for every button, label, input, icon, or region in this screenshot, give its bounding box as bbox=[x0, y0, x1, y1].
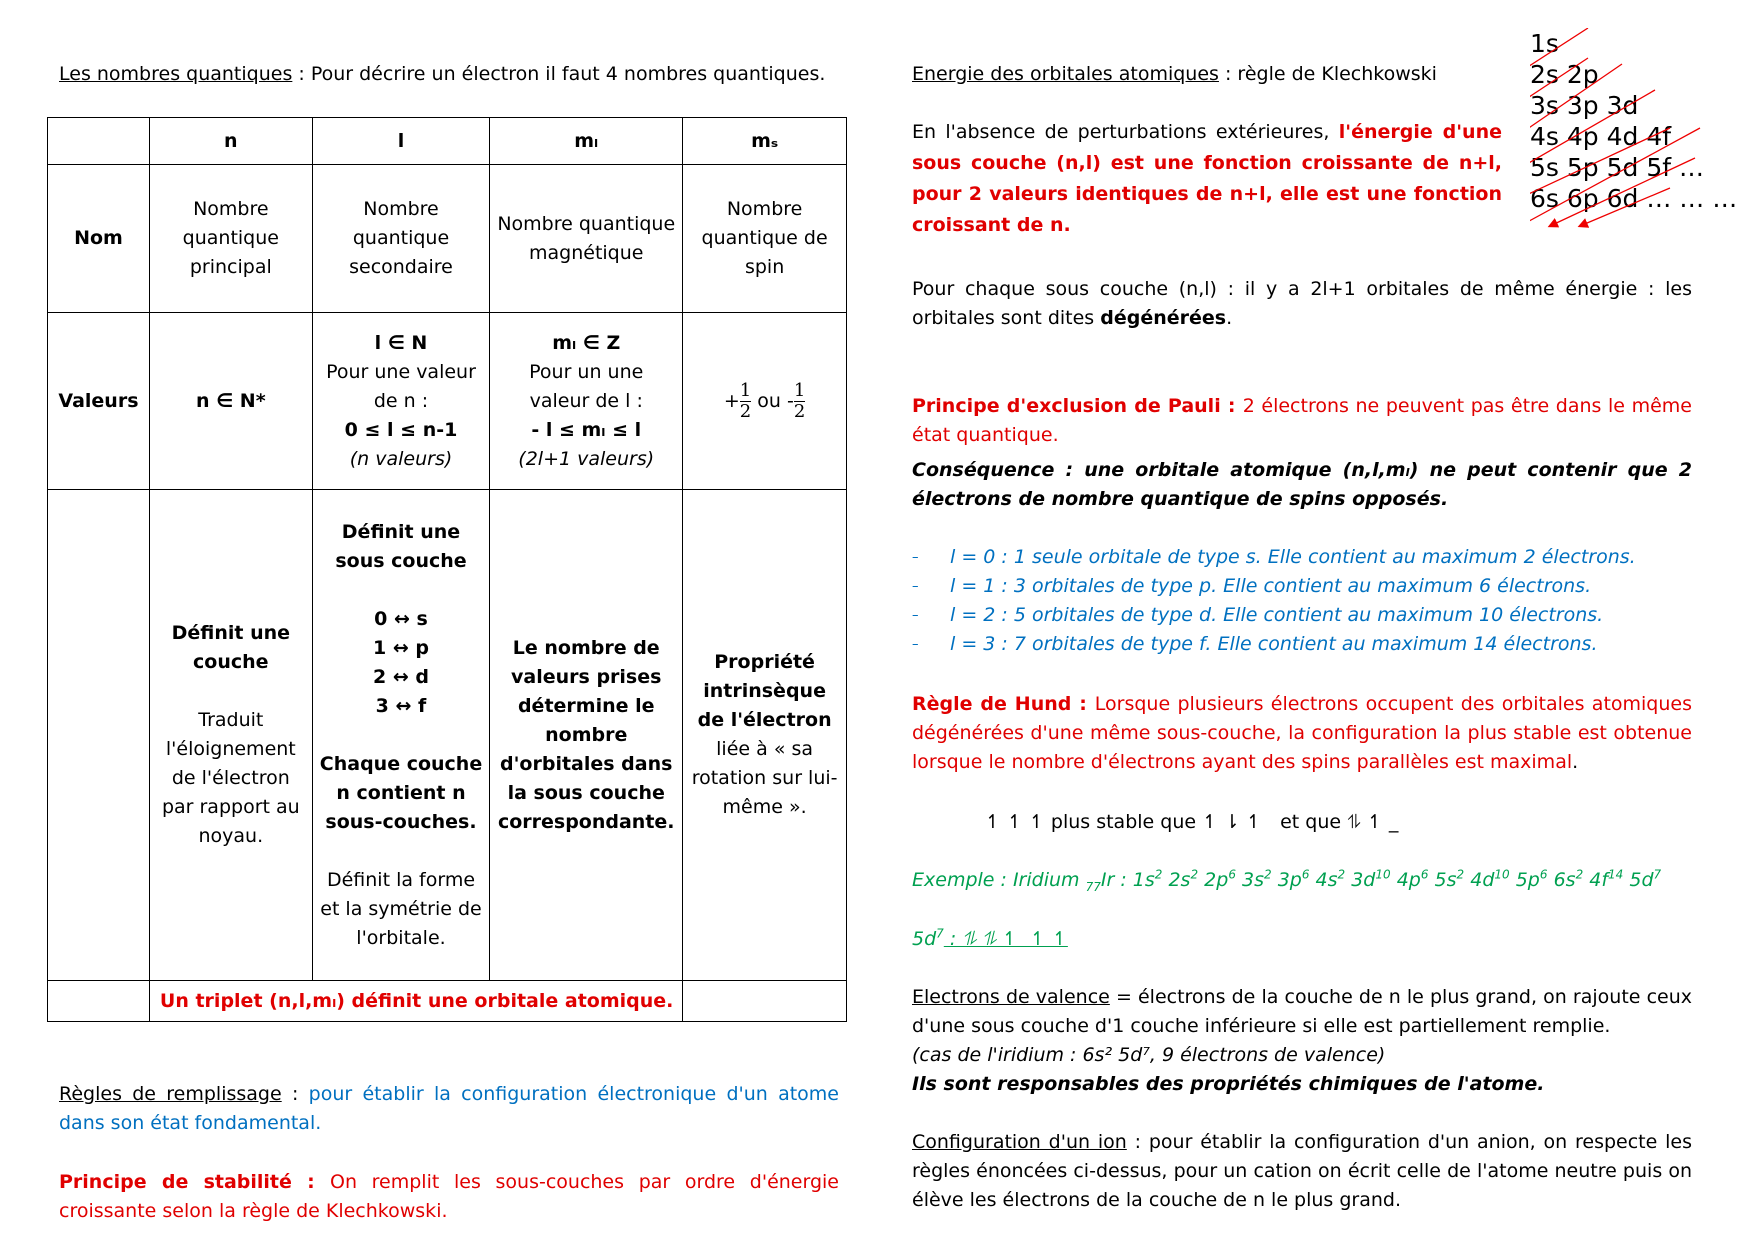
ml-values: mₗ ∈ Z Pour un une valeur de l : - l ≤ mₗ ≤ l (2l+1 valeurs) bbox=[490, 313, 683, 490]
valence-electrons: Electrons de valence = électrons de la couche de n le plus grand, on rajoute ceux d'une sous couche d'1 couche inférieure si elle est partiellement remplie. (cas de l'iridium : 6s² 5d⁷, 9 électrons de valence) Ils sont responsables des propriétés chimiques de l'atome. bbox=[912, 986, 1692, 1095]
subshell-term: $2s^2$ bbox=[1168, 867, 1199, 891]
list-item: – l = 3 : 7 orbitales de type f. Elle contient au maximum 14 électrons. bbox=[912, 630, 1712, 659]
klechkowski-rule: En l'absence de perturbations extérieures, l'énergie d'une sous couche (n,l) est une fonction croissante de n+l, pour 2 valeurs identiques de n+l, elle est une fonction croissant de n. bbox=[912, 121, 1502, 236]
hund-rule: Règle de Hund : Lorsque plusieurs électrons occupent des orbitales atomiques dégénérées d'une même sous-couche, la configuration la plus stable est obtenue lorsque le nombre d'électrons ayant des spins parallèles est maximal. bbox=[912, 693, 1692, 773]
quantum-numbers-table bbox=[47, 117, 847, 1022]
principe-stabilite: Principe de stabilité : On remplit les sous-couches par ordre d'énergie croissante selon la règle de Klechkowski. bbox=[59, 1171, 839, 1222]
right-title: Energie des orbitales atomiques : règle de Klechkowski bbox=[912, 63, 1437, 85]
subshell-term: $5s^2$ bbox=[1434, 867, 1465, 891]
subshell-term: $5p^6$ bbox=[1515, 867, 1548, 891]
l-values: l ∈ N Pour une valeur de n : 0 ≤ l ≤ n-1 (n valeurs) bbox=[312, 313, 490, 490]
list-item: – l = 0 : 1 seule orbitale de type s. Elle contient au maximum 2 électrons. bbox=[912, 543, 1712, 572]
spin-comparison: ↿ ↿ ↿ plus stable que ↿ ⇂ ↿ et que ⥮ ↿ _ bbox=[985, 811, 1399, 833]
subshell-term: $4d^{10}$ bbox=[1470, 867, 1510, 891]
pauli-principle: Principe d'exclusion de Pauli : 2 électrons ne peuvent pas être dans le même état quantique. bbox=[912, 395, 1692, 446]
subshell-term: $5d^7$ bbox=[1629, 867, 1662, 891]
klechkowski-arrows bbox=[1530, 28, 1750, 228]
subshell-term: $4s^2$ bbox=[1315, 867, 1346, 891]
orbital-list bbox=[912, 543, 1712, 659]
list-item: – l = 1 : 3 orbitales de type p. Elle contient au maximum 6 électrons. bbox=[912, 572, 1712, 601]
klechkowski-diagram: 1s 2s 2p 3s 3p 3d 4s 4p 4d 4f 5s 5p 5d 5f … 6s 6p 6d … … … bbox=[1530, 28, 1737, 214]
iridium-example: Exemple : Iridium $_{77}$Ir : $1s^2$ $2s^2$ $2p^6$ $3s^2$ $3p^6$ $4s^2$ $3d^{10}$ $4p^6$ $5s^2$ $4d^{10}$ $5p^6$ $6s^2$ $4f^{14}$ $5d^7$ bbox=[912, 867, 1662, 894]
table-footer-row: Un triplet (n,l,mₗ) définit une orbitale atomique. bbox=[48, 981, 847, 1022]
regles-remplissage: Règles de remplissage : pour établir la configuration électronique d'un atome dans son état fondamental. bbox=[59, 1083, 840, 1134]
ion-configuration: Configuration d'un ion : pour établir la configuration d'un anion, on respecte les règles énoncées ci-dessus, pour un cation on écrit celle de l'atome neutre puis on élève les électrons de la couche de n le plus grand. bbox=[912, 1131, 1692, 1211]
table-row-valeurs: Valeurs n ∈ N* l ∈ N Pour une valeur de n : 0 ≤ l ≤ n-1 (n valeurs) mₗ ∈ Z Pour un une valeur de l : - l ≤ mₗ ≤ l (2l+1 valeurs) + $\frac{1}{2}$ ou - $\frac{1}{2}$ bbox=[48, 313, 847, 490]
table-header-row: n l mₗ mₛ bbox=[48, 118, 847, 165]
subshell-term: $3d^{10}$ bbox=[1351, 867, 1391, 891]
table-row-definition: Définit une couche Traduit l'éloignement de l'électron par rapport au noyau. Définit une sous couche 0 ↔ s 1 ↔ p 2 ↔ d 3 ↔ f Chaque couche n contient n sous-couches. Définit la forme et la symétrie de l'orbitale. Le nombre de valeurs prises détermine le nombre d'orbitales dans la sous couche correspondante. Propriété intrinsèque de l'électron liée à « sa rotation sur lui-même ». bbox=[48, 490, 847, 981]
table-row-nom: Nom Nombre quantique principal Nombre quantique secondaire Nombre quantique magnétique Nombre quantique de spin bbox=[48, 165, 847, 313]
left-title: Les nombres quantiques : Pour décrire un électron il faut 4 nombres quantiques. bbox=[59, 63, 826, 85]
subshell-term: $3p^6$ bbox=[1277, 867, 1310, 891]
ms-values: + $\frac{1}{2}$ ou - $\frac{1}{2}$ bbox=[683, 313, 847, 490]
subshell-term: $4p^6$ bbox=[1396, 867, 1429, 891]
subshell-term: $3s^2$ bbox=[1242, 867, 1272, 891]
pauli-consequence: Conséquence : une orbitale atomique (n,l,mₗ) ne peut contenir que 2 électrons de nombre quantique de spins opposés. bbox=[912, 459, 1692, 510]
list-item: – l = 2 : 5 orbitales de type d. Elle contient au maximum 10 électrons. bbox=[912, 601, 1712, 630]
subshell-term: $4f^{14}$ bbox=[1589, 867, 1624, 891]
subshell-term: $2p^6$ bbox=[1204, 867, 1236, 891]
electron-configuration bbox=[1133, 869, 1661, 891]
degenerate-orbitals: Pour chaque sous couche (n,l) : il y a 2l+1 orbitales de même énergie : les orbitales sont dites dégénérées. bbox=[912, 278, 1692, 329]
subshell-term: $1s^2$ bbox=[1132, 867, 1163, 891]
5d7-boxes: $5d^7$ : ⥮ ⥮ ↿ ↿ ↿ bbox=[912, 926, 1068, 950]
subshell-term: $6s^2$ bbox=[1553, 867, 1584, 891]
